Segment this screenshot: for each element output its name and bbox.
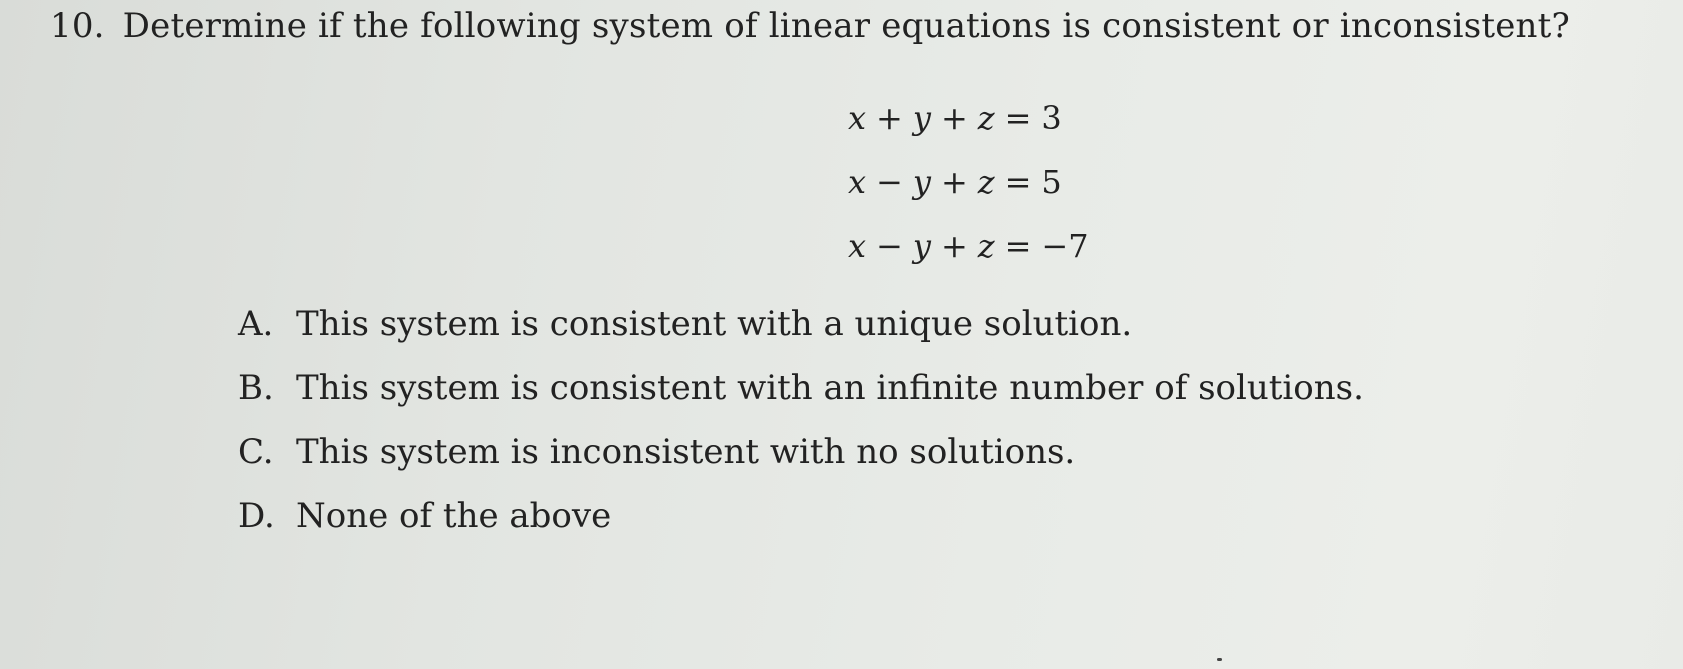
right-hand-side: 3: [1041, 99, 1062, 137]
operator: +: [940, 227, 968, 265]
equals-sign: =: [1004, 163, 1032, 201]
operator: +: [940, 163, 968, 201]
choice-letter: B.: [238, 368, 274, 408]
variable-y: y: [912, 227, 931, 265]
paper-speck: [1217, 658, 1222, 661]
choice-d[interactable]: [238, 484, 1364, 548]
choice-letter: C.: [238, 432, 274, 472]
equation-system: [848, 86, 1089, 278]
operator: −: [876, 163, 903, 201]
answer-choices: [238, 292, 1364, 548]
variable-y: y: [912, 163, 931, 201]
operator: −: [876, 227, 903, 265]
variable-x: x: [848, 227, 867, 265]
operator: +: [876, 99, 903, 137]
variable-y: y: [912, 99, 931, 137]
variable-x: x: [848, 99, 867, 137]
variable-z: z: [977, 227, 995, 265]
equation-1: [848, 86, 1089, 150]
choice-text: None of the above: [296, 496, 612, 536]
right-hand-side: −7: [1041, 227, 1089, 265]
choice-letter: A.: [238, 304, 274, 344]
equals-sign: =: [1004, 99, 1032, 137]
variable-z: z: [977, 163, 995, 201]
operator: +: [940, 99, 968, 137]
question-prompt: [50, 6, 1570, 46]
equation-3: [848, 214, 1089, 278]
choice-c[interactable]: [238, 420, 1364, 484]
choice-text: This system is consistent with an infinite number of solutions.: [296, 368, 1364, 408]
right-hand-side: 5: [1041, 163, 1062, 201]
choice-text: This system is inconsistent with no solutions.: [296, 432, 1076, 472]
variable-z: z: [977, 99, 995, 137]
choice-b[interactable]: [238, 356, 1364, 420]
variable-x: x: [848, 163, 867, 201]
equals-sign: =: [1004, 227, 1032, 265]
equation-2: [848, 150, 1089, 214]
choice-a[interactable]: [238, 292, 1364, 356]
question-number: 10.: [50, 6, 105, 46]
question-text: Determine if the following system of linear equations is consistent or inconsistent?: [122, 6, 1570, 46]
choice-text: This system is consistent with a unique solution.: [296, 304, 1133, 344]
choice-letter: D.: [238, 496, 275, 536]
